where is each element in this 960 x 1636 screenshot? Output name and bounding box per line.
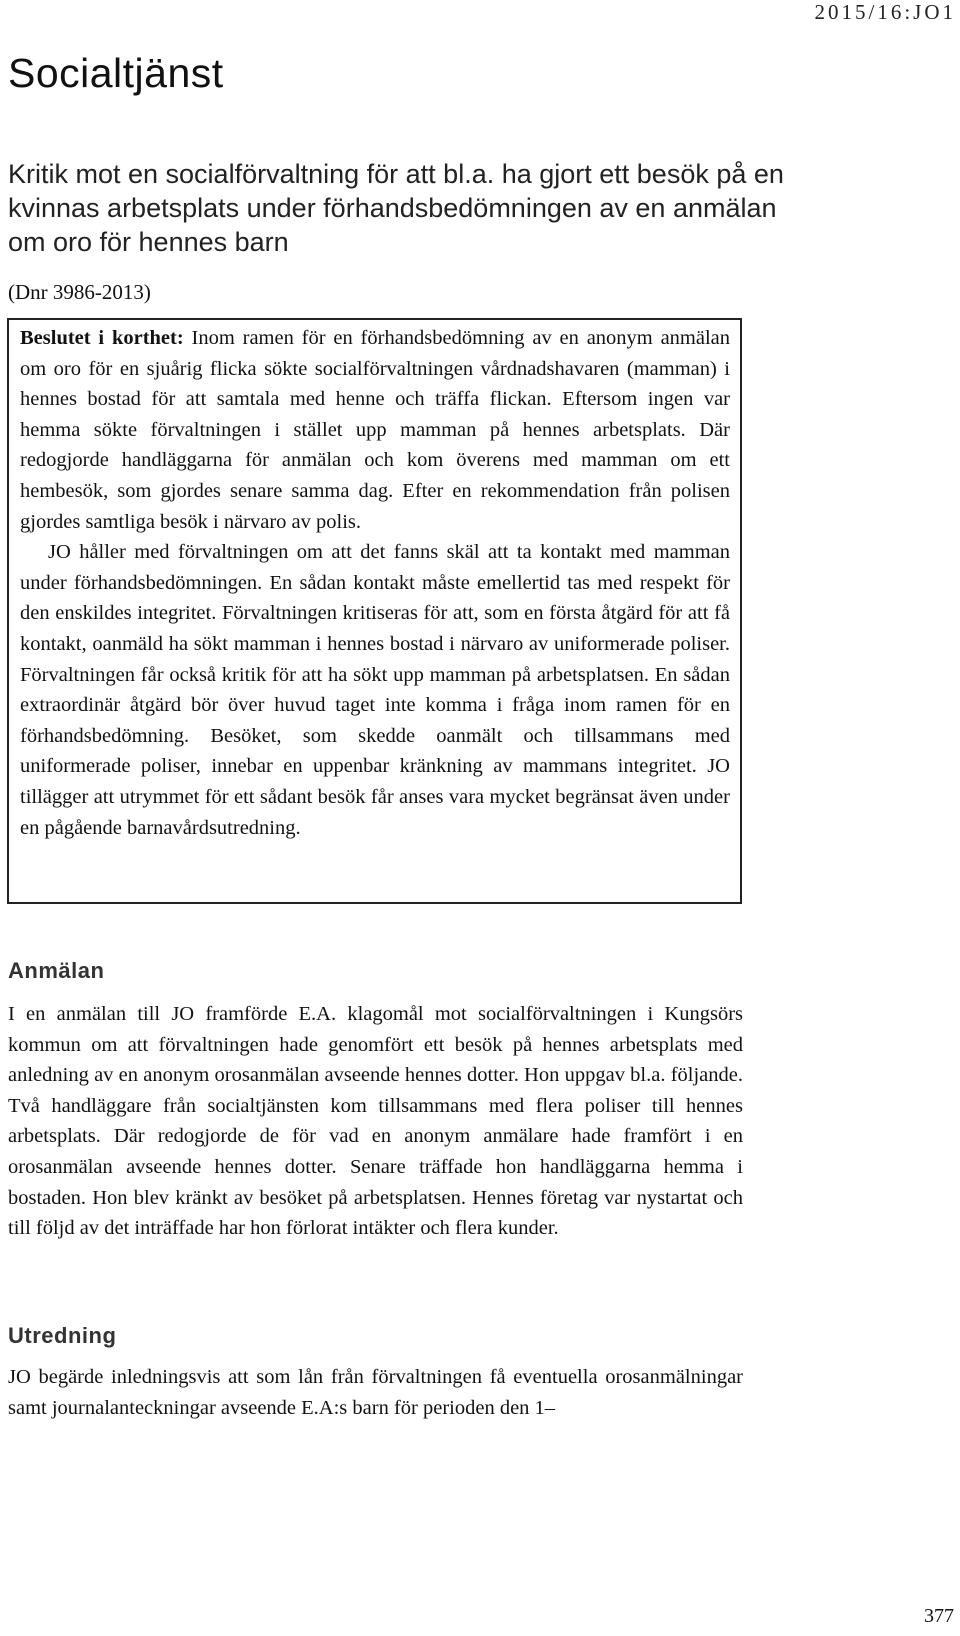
document-reference: 2015/16:JO1 bbox=[814, 0, 956, 24]
case-number: (Dnr 3986-2013) bbox=[8, 280, 151, 304]
summary-text: Inom ramen för en förhandsbedömning av en anonym anmälan om oro för en sjuårig flicka sökte socialförvaltningen vårdnadshavaren (mamman) i hennes bostad för att samtala med henne och träffa flickan. Eftersom ingen var hemma sökte förvaltningen i stället upp mamman på hennes arbetsplats. Där redogjorde handläggarna för anmälan och kom överens med mamman om ett hembesök, som gjordes senare samma dag. Efter en rekommendation från polisen gjordes samtliga besök i närvaro av polis. bbox=[20, 327, 731, 533]
summary-label: Beslutet i korthet: bbox=[20, 327, 184, 349]
heading-anmalan: Anmälan bbox=[8, 958, 105, 983]
summary-paragraph: JO håller med förvaltningen om att det fanns skäl att ta kontakt med mamman under förhandsbedömningen. En sådan kontakt måste emellertid tas med respekt för den enskildes integritet. Förvaltningen kritiseras för att, som en första åtgärd för att få kontakt, oanmäld ha sökt mamman i hennes bostad i närvaro av uniformerade poliser. Förvaltningen får också kritik för att ha sökt upp mamman på arbetsplatsen. En sådan extraordinär åtgärd bör över huvud taget inte komma i fråga inom ramen för en förhandsbedömning. Besöket, som skedde oanmält och tillsammans med uniformerade poliser, innebar en uppenbar kränkning av mammans integritet. JO tillägger att utrymmet för ett sådant besök får anses vara mycket begränsat även under en pågående barnavårdsutredning. bbox=[20, 541, 730, 839]
case-title: Kritik mot en socialförvaltning för att bl.a. ha gjort ett besök på en kvinnas arbetsplats under förhandsbedömningen av en anmälan om oro för hennes barn bbox=[8, 159, 784, 257]
utredning-text: JO begärde inledningsvis att som lån från förvaltningen få eventuella orosanmälningar samt journalanteckningar avseende E.A:s barn för perioden den 1– bbox=[8, 1366, 743, 1419]
decision-summary-box bbox=[7, 318, 742, 904]
page-number: 377 bbox=[924, 1605, 954, 1627]
heading-utredning: Utredning bbox=[8, 1323, 117, 1348]
section-title: Socialtjänst bbox=[8, 50, 224, 96]
summary-paragraph bbox=[20, 323, 730, 537]
anmalan-text: I en anmälan till JO framförde E.A. klagomål mot socialförvaltningen i Kungsörs kommun om att förvaltningen hade genomfört ett besök på hennes arbetsplats med anledning av en anonym orosanmälan avseende hennes dotter. Hon uppgav bl.a. följande. Två handläggare från socialtjänsten kom tillsammans med flera poliser till hennes arbetsplats. Där redogjorde de för vad en anonym anmälare hade framfört i en orosanmälan avseende hennes dotter. Senare träffade hon handläggarna hemma i bostaden. Hon blev kränkt av besöket på arbetsplatsen. Hennes företag var nystartat och till följd av det inträffade har hon förlorat intäkter och flera kunder. bbox=[8, 1003, 743, 1240]
